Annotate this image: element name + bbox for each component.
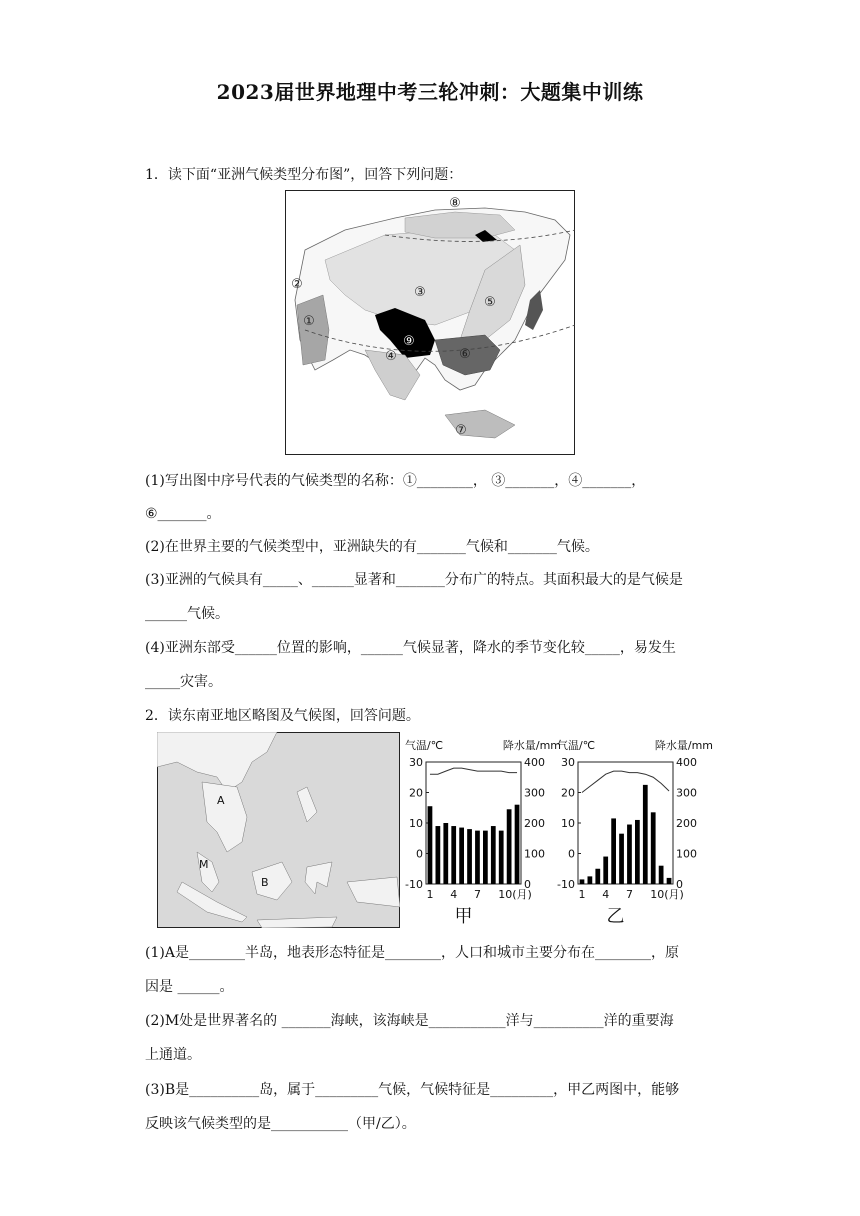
q2-part1-line2: 因是 ______。 xyxy=(145,979,234,995)
q2-part3-line2: 反映该气候类型的是___________（甲/乙）。 xyxy=(145,1116,416,1132)
precip-bar xyxy=(611,818,616,884)
chart-name-label: 甲 xyxy=(454,906,473,927)
map-label-7: ⑦ xyxy=(455,423,467,438)
precip-bar xyxy=(475,831,480,884)
chart-name-label: 乙 xyxy=(606,906,625,927)
month-tick-label: 7 xyxy=(625,888,633,901)
precip-bar xyxy=(603,857,608,884)
month-tick-label: 4 xyxy=(450,888,458,901)
precip-bar xyxy=(428,806,433,884)
precip-bar xyxy=(635,820,640,884)
map-label-A: A xyxy=(217,794,225,807)
precip-tick-label: 400 xyxy=(676,756,697,769)
temp-tick-label: 30 xyxy=(409,756,423,769)
temp-axis-label: 气温/℃ xyxy=(405,739,444,752)
precip-tick-label: 100 xyxy=(676,847,697,861)
q1-stem: 1．读下面“亚洲气候类型分布图”，回答下列问题： xyxy=(145,167,463,183)
q1-part3-line1: (3)亚洲的气候具有_____、______显著和_______分布广的特点。其面积最大的是气候是 xyxy=(145,572,683,588)
q1-part2: (2)在世界主要的气候类型中，亚洲缺失的有_______气候和_______气候。 xyxy=(145,539,599,555)
temp-tick-label: -10 xyxy=(405,878,423,891)
precip-bar xyxy=(491,826,496,884)
temp-tick-label: 10 xyxy=(561,817,575,830)
month-tick-label: 10(月) xyxy=(650,888,684,901)
temp-tick-label: 20 xyxy=(409,786,423,800)
map-label-2: ② xyxy=(291,277,303,292)
q1-part4-line1: (4)亚洲东部受______位置的影响，______气候显著，降水的季节变化较_____，易发生 xyxy=(145,640,676,656)
temp-axis-label: 气温/℃ xyxy=(557,739,596,752)
q1-part3-line2: ______气候。 xyxy=(145,606,229,622)
q1-part1-line2: ⑥_______。 xyxy=(145,506,221,522)
climate-chart-jia xyxy=(403,732,563,932)
map-label-5: ⑤ xyxy=(484,295,496,310)
map-label-M: M xyxy=(199,858,209,871)
precip-bar xyxy=(443,823,448,884)
q2-stem: 2．读东南亚地区略图及气候图，回答问题。 xyxy=(145,708,420,724)
month-tick-label: 4 xyxy=(602,888,610,901)
month-tick-label: 1 xyxy=(578,888,586,901)
precip-bar xyxy=(659,866,664,884)
q1-part1-line1: (1)写出图中序号代表的气候类型的名称：①________， ③_______，④_______， xyxy=(145,473,646,489)
precip-axis-label: 降水量/mm xyxy=(502,739,561,752)
precip-tick-label: 200 xyxy=(524,817,545,830)
precip-bar xyxy=(451,826,456,884)
precip-bar xyxy=(436,826,441,884)
map-label-8: ⑧ xyxy=(449,196,461,211)
precip-axis-label: 降水量/mm xyxy=(654,739,713,752)
precip-bar xyxy=(483,831,488,884)
temp-tick-label: 30 xyxy=(561,756,575,769)
map-label-4: ④ xyxy=(385,349,397,364)
precip-tick-label: 100 xyxy=(524,847,545,861)
temp-tick-label: 20 xyxy=(561,786,575,800)
map-label-1: ① xyxy=(303,314,315,329)
precip-bar xyxy=(667,878,672,884)
month-tick-label: 1 xyxy=(426,888,434,901)
temp-tick-label: 10 xyxy=(409,817,423,830)
temperature-line xyxy=(430,768,517,774)
q2-part2-line2: 上通道。 xyxy=(145,1047,201,1063)
asia-climate-map xyxy=(285,190,575,455)
q2-part1-line1: (1)A是________半岛，地表形态特征是________，人口和城市主要分布在________，原 xyxy=(145,945,679,961)
map-label-6: ⑥ xyxy=(459,347,471,362)
precip-bar xyxy=(595,869,600,884)
temperature-line xyxy=(582,771,669,792)
temp-tick-label: -10 xyxy=(557,878,575,891)
precip-bar xyxy=(499,831,504,884)
page-title: 2023届世界地理中考三轮冲刺：大题集中训练 xyxy=(216,80,644,104)
precip-bar xyxy=(467,829,472,884)
precip-tick-label: 0 xyxy=(676,878,683,891)
precip-tick-label: 300 xyxy=(676,786,697,800)
climate-chart-yi xyxy=(555,732,715,932)
map-label-3: ③ xyxy=(414,285,426,300)
map-label-B: B xyxy=(261,876,269,889)
q2-part3-line1: (3)B是__________岛，属于_________气候，气候特征是_________，甲乙两图中，能够 xyxy=(145,1082,680,1098)
month-tick-label: 7 xyxy=(473,888,481,901)
precip-bar xyxy=(507,809,512,884)
precip-bar xyxy=(580,879,585,884)
southeast-asia-map xyxy=(157,732,400,928)
precip-tick-label: 400 xyxy=(524,756,545,769)
precip-bar xyxy=(459,828,464,884)
precip-bar xyxy=(627,825,632,884)
precip-tick-label: 200 xyxy=(676,817,697,830)
q2-part2-line1: (2)M处是世界著名的 _______海峡，该海峡是___________洋与__________洋的重要海 xyxy=(145,1013,674,1029)
precip-bar xyxy=(643,785,648,884)
temp-tick-label: 0 xyxy=(568,847,575,861)
precip-tick-label: 0 xyxy=(524,878,531,891)
precip-tick-label: 300 xyxy=(524,786,545,800)
precip-bar xyxy=(588,876,593,884)
month-tick-label: 10(月) xyxy=(498,888,532,901)
temp-tick-label: 0 xyxy=(416,847,423,861)
precip-bar xyxy=(619,834,624,884)
q1-part4-line2: _____灾害。 xyxy=(145,674,222,690)
map-label-9: ⑨ xyxy=(403,334,415,349)
precip-bar xyxy=(515,805,520,884)
precip-bar xyxy=(651,812,656,884)
